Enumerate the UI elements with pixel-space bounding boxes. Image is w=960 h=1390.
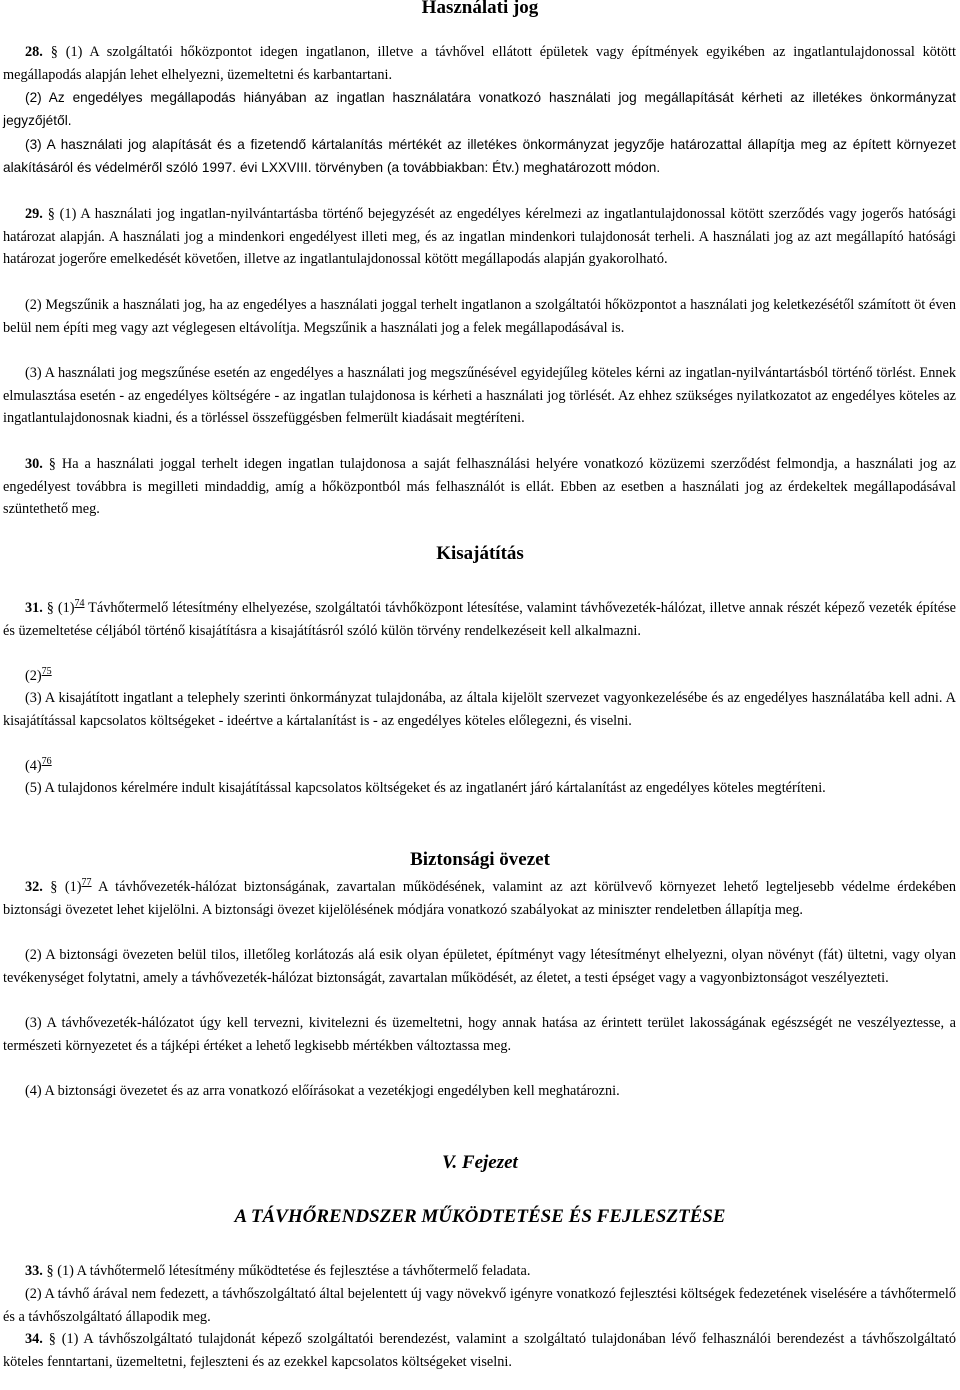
section-number: 33.: [25, 1263, 43, 1279]
section-29-paragraph-1: [3, 203, 956, 271]
paragraph-sign: §: [50, 879, 58, 895]
section-28-paragraph-3: (3) A használati jog alapítását és a fizetendő kártalanítás mértékét az illetékes önkormányzat jegyzője határozattal állapítja meg az épített környezet alakításáról és védelméről szóló 1997. évi LXXVIII. törvényben (a továbbiakban: Étv.) meghatározott módon.: [3, 137, 956, 175]
section-33-paragraph-2: (2) A távhő árával nem fedezett, a távhőszolgáltató által bejelentett új vagy növekvő igényre vonatkozó fejlesztési költségek fedezetének viselésére a távhőtermelő és a távhőszolgáltató állapodik meg.: [3, 1286, 956, 1325]
paragraph-text: Ha a használati joggal terhelt idegen ingatlan tulajdonosa a saját felhasználási helyére vonatkozó közüzemi szerződést felmondja, a használati jog az engedélyest továbbra is megilleti mindaddig, amíg a hőközpontból más felhasználót is ellát. Ebben az esetben a használati jog az érdekeltek megállapodásával szüntethető meg.: [3, 456, 956, 518]
section-number: 32.: [25, 879, 43, 895]
section-number: 29.: [25, 206, 43, 222]
footnote-ref-76[interactable]: 76: [41, 756, 52, 767]
paragraph-text: A távhővezeték-hálózat biztonságának, zavartalan működésének, valamint az azt körülvevő környezet lehető legteljesebb védelme érdekében biztonsági övezetet lehet kijelölni. A biztonsági övezet kijelölésének módjára vonatkozó szabályokat az miniszter rendeletben állapítja meg.: [3, 879, 956, 918]
section-31-paragraph-4: (4)$^{76}$: [25, 756, 52, 774]
section-31-paragraph-1: 31. § (1)$^{74}$ Távhőtermelő létesítmény elhelyezése, szolgáltatói távhőközpont létesítése, valamint távhővezeték-hálózat, illetve annak részét képező vezeték építése és üzemeltetése céljából történő kisajátításra a kisajátításról szóló külön törvény rendelkezéseit kell alkalmazni.: [3, 598, 956, 639]
section-28-paragraph-1: [3, 41, 956, 86]
section-31-paragraph-2: (2)$^{75}$: [25, 666, 52, 684]
section-32-paragraph-4: (4) A biztonsági övezetet és az arra vonatkozó előírásokat a vezetékjogi engedélyben kell meghatározni.: [25, 1083, 620, 1099]
paragraph-text: Távhőtermelő létesítmény elhelyezése, szolgáltatói távhőközpont létesítése, valamint távhővezeték-hálózat, illetve annak részét képező vezeték építése és üzemeltetése céljából történő kisajátításra a kisajátításról szóló külön törvény rendelkezéseit kell alkalmazni.: [3, 600, 956, 639]
footnote-ref-74[interactable]: 74: [74, 598, 85, 609]
paragraph-sign: §: [48, 456, 56, 472]
section-34-paragraph-1: [3, 1328, 956, 1373]
paragraph-sign: §: [46, 1263, 54, 1279]
section-31-paragraph-3: (3) A kisajátított ingatlant a telephely szerinti önkormányzat tulajdonába, az általa kijelölt szervezet vagyonkezelésébe és az engedélyes használatába kell adni. A kisajátítással kapcsolatos költségeket - ideértve a kártalanítást is - az engedélyes köteles előlegezni, és viselni.: [3, 690, 956, 729]
section-29-paragraph-2: (2) Megszűnik a használati jog, ha az engedélyes a használati joggal terhelt ingatlanon a szolgáltatói hőközpontot a használati jog keletkezésétől számított öt éven belül nem építi meg vagy azt véglegesen eltávolítja. Megszűnik a használati jog a felek megállapodásával is.: [3, 297, 956, 336]
footnote-ref-77[interactable]: 77: [81, 877, 92, 888]
section-number: 34.: [25, 1331, 43, 1347]
section-32-paragraph-2: (2) A biztonsági övezeten belül tilos, illetőleg korlátozás alá esik olyan épületet, építményt vagy létesítményt elhelyezni, olyan növényt (fát) ültetni, vagy olyan tevékenységet folytatni, amely a távhővezeték-hálózat biztonságát, zavartalan működését, az életet, a testi épséget vagy a vagyonbiztonságot veszélyezteti.: [3, 947, 956, 986]
section-31-paragraph-5: (5) A tulajdonos kérelmére indult kisajátítással kapcsolatos költségeket és az ingatlanért járó kártalanítást az engedélyes köteles megtéríteni.: [25, 780, 826, 796]
paragraph-text: (1) A szolgáltatói hőközpontot idegen ingatlanon, illetve a távhővel ellátott épületek vagy építmények egyikében az ingatlantulajdonossal kötött megállapodás alapján lehet elhelyezni, üzemeltetni és karbantartani.: [3, 44, 956, 83]
chapter-title: A TÁVHŐRENDSZER MŰKÖDTETÉSE ÉS FEJLESZTÉSE: [234, 1206, 726, 1227]
paragraph-text: (1) A távhőtermelő létesítmény működtetése és fejlesztése a távhőtermelő feladata.: [57, 1263, 531, 1279]
section-32-paragraph-1: 32. § (1)$^{77}$ A távhővezeték-hálózat biztonságának, zavartalan működésének, valamint az azt körülvevő környezet lehető legteljesebb védelme érdekében biztonsági övezetet lehet kijelölni. A biztonsági övezet kijelölésének módjára vonatkozó szabályokat az miniszter rendeletben állapítja meg.: [3, 877, 956, 918]
heading-biztonsagi-ovezet: Biztonsági övezet: [410, 849, 550, 870]
paragraph-sign: §: [47, 206, 55, 222]
heading-hasznalati-jog: Használati jog: [421, 0, 539, 18]
paragraph-sign: §: [46, 600, 54, 616]
section-number: 30.: [25, 456, 43, 472]
paragraph-text: (1) A távhőszolgáltató tulajdonát képező szolgáltatói berendezést, valamint a szolgáltató tulajdonában lévő felhasználói berendezést a távhőszolgáltató köteles fenntartani, üzemeltetni, fejleszteni és az ezekkel kapcsolatos költségeket viselni.: [3, 1331, 957, 1370]
paragraph-sign: §: [50, 44, 58, 60]
paragraph-sign: §: [48, 1331, 56, 1347]
section-33-paragraph-1: [3, 1260, 956, 1283]
section-number: 31.: [25, 600, 43, 616]
chapter-number: V. Fejezet: [442, 1152, 518, 1173]
heading-kisajatitas: Kisajátítás: [436, 543, 524, 564]
section-30-paragraph-1: [3, 453, 956, 521]
section-28-paragraph-2: (2) Az engedélyes megállapodás hiányában az ingatlan használatára vonatkozó használati jog megállapítását kérheti az illetékes önkormányzat jegyzőjétől.: [3, 90, 956, 128]
section-number: 28.: [25, 44, 43, 60]
section-32-paragraph-3: (3) A távhővezeték-hálózatot úgy kell tervezni, kivitelezni és üzemeltetni, hogy annak hatása az érintett terület lakosságának egészségét ne veszélyeztesse, a természeti környezetet és a tájképi értéket a lehető legkisebb mértékben változtassa meg.: [3, 1015, 956, 1054]
paragraph-text: (1) A használati jog ingatlan-nyilvántartásba történő bejegyzését az engedélyes kérelmezi az ingatlantulajdonossal kötött szerződés vagy jogerős hatósági határozat alapján. A használati jog a mindenkori engedélyest illeti meg, és az ingatlan mindenkori tulajdonosát terheli. A használati jog az azt megállapító hatósági határozat jogerőre emelkedését követően, illetve az ingatlantulajdonossal kötött megállapodás alapján gyakorolható.: [3, 206, 956, 268]
footnote-ref-75[interactable]: 75: [41, 666, 52, 677]
section-29-paragraph-3: (3) A használati jog megszűnése esetén az engedélyes a használati jog megszűnésével egyidejűleg köteles kérni az ingatlan-nyilvántartásból történő törlést. Ennek elmulasztása esetén - az engedélyes költségére - az ingatlan tulajdonosa is kérheti a használati jog törlését. Az ehhez szükséges nyilatkozatot az engedélyes köteles az ingatlantulajdonosnak kiadni, és a törléssel összefüggésben felmerült kiadásait megtéríteni.: [3, 365, 956, 427]
